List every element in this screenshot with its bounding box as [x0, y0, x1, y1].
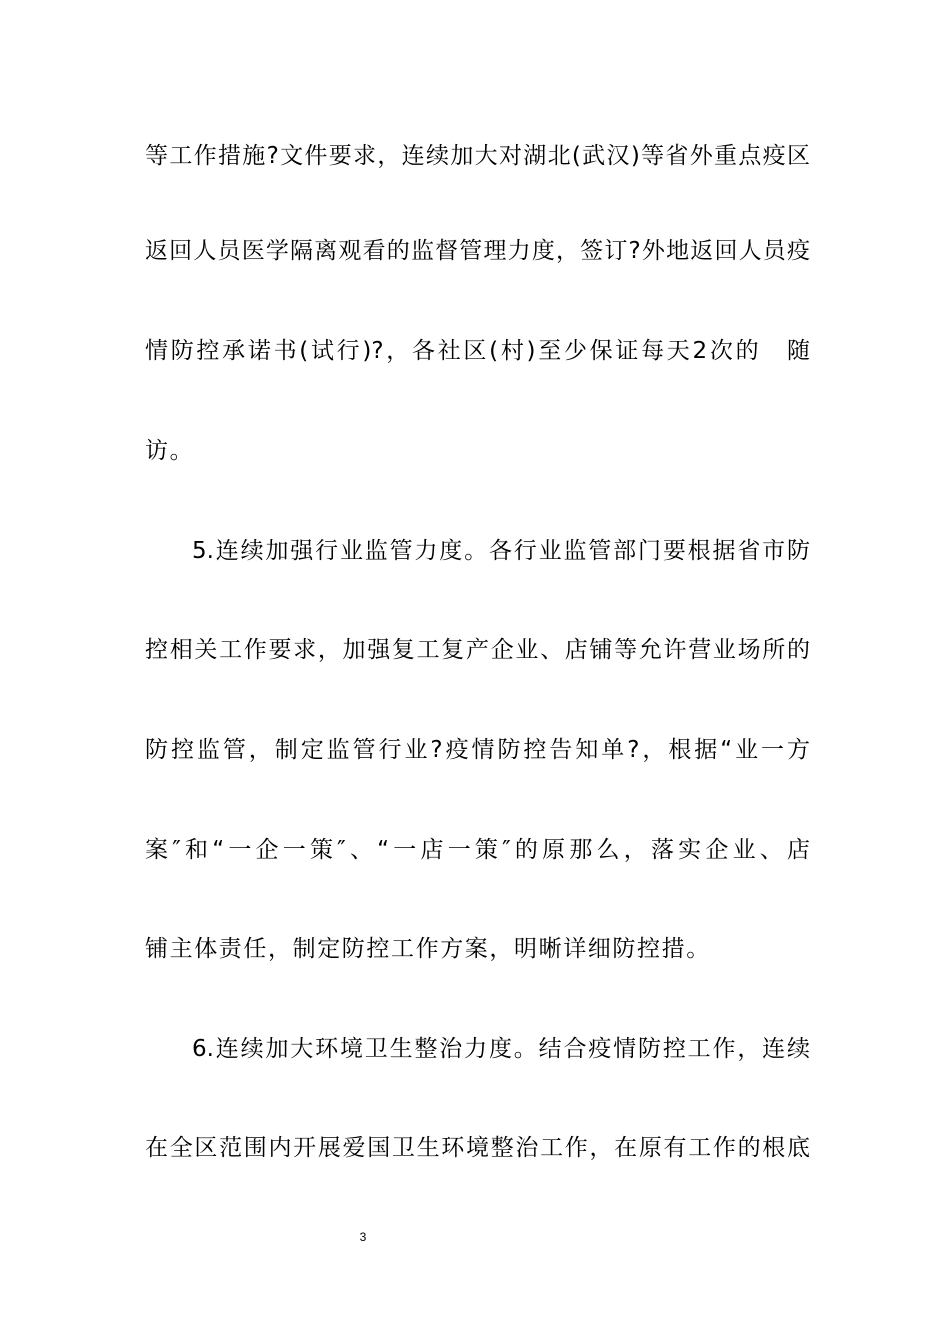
body-text-line: 返回人员医学隔离观看的监督管理力度，签订?外地返回人员疫 [145, 238, 810, 264]
paragraph-start-line: 5.连续加强行业监管力度。各行业监管部门要根据省市防 [192, 538, 810, 564]
body-text-line: 控相关工作要求，加强复工复产企业、店铺等允许营业场所的 [145, 637, 810, 663]
body-text-line: 防控监管，制定监管行业?疫情防控告知单?，根据“业一方 [145, 737, 810, 763]
body-text-line: 访。 [145, 438, 195, 464]
body-text-line: 案″和“一企一策″、“一店一策″的原那么，落实企业、店 [145, 837, 810, 863]
body-text-line: 铺主体责任，制定防控工作方案，明晰详细防控措。 [145, 936, 711, 962]
body-text-line: 情防控承诺书(试行)?，各社区(村)至少保证每天2次的 随 [145, 338, 810, 364]
body-text-line: 在全区范围内开展爱国卫生环境整治工作，在原有工作的根底 [145, 1135, 810, 1161]
body-text-line: 等工作措施?文件要求，连续加大对湖北(武汉)等省外重点疫区 [145, 143, 810, 169]
page-number: 3 [359, 1230, 367, 1244]
paragraph-start-line: 6.连续加大环境卫生整治力度。结合疫情防控工作，连续 [192, 1036, 810, 1062]
